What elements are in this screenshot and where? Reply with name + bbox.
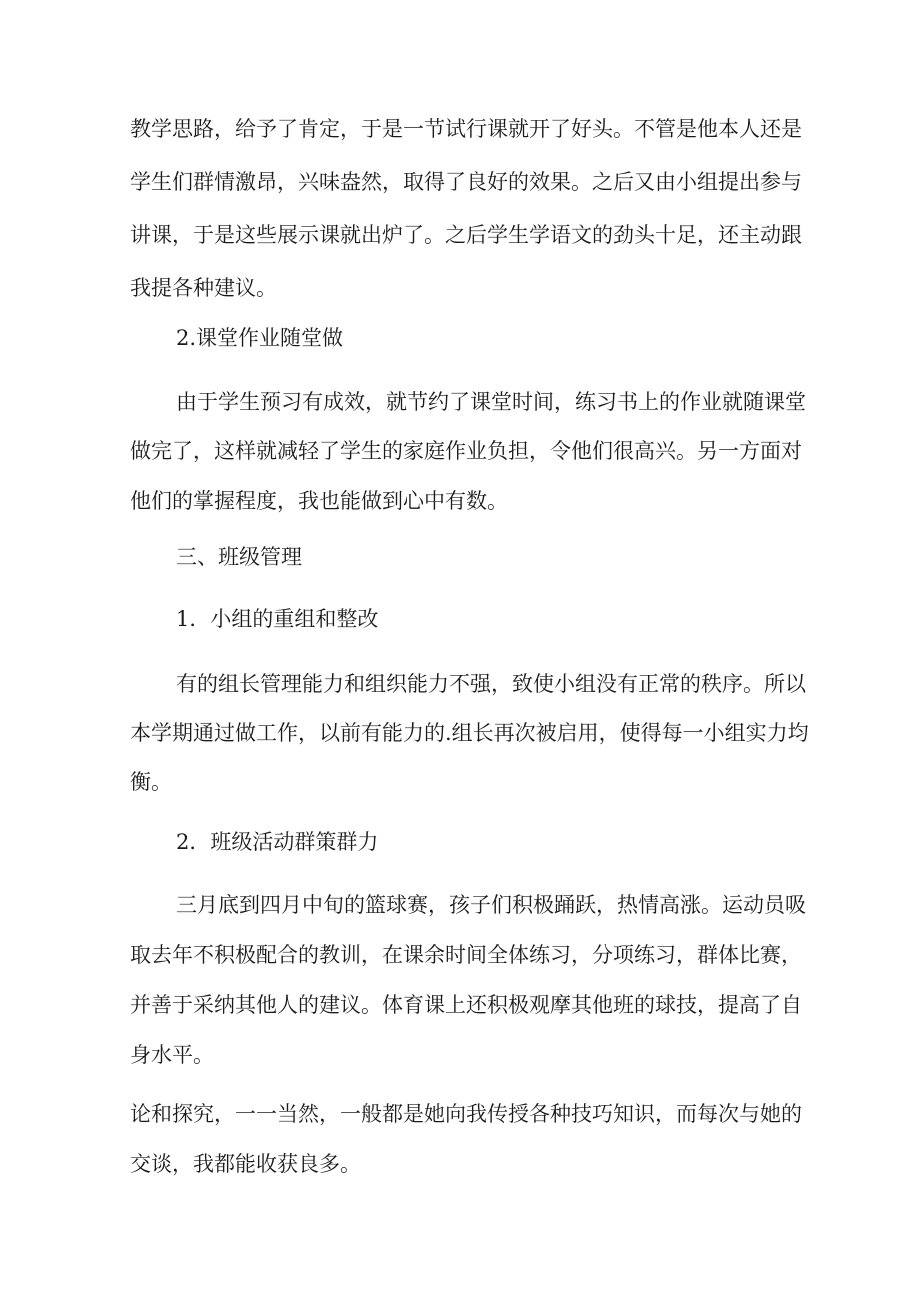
paragraph-line: 论和探究，一一当然，一般都是她向我传授各种技巧知识，而每次与她的 (130, 1102, 802, 1126)
section-heading: 1．小组的重组和整改 (176, 607, 379, 631)
section-heading: 三、班级管理 (176, 545, 302, 569)
paragraph-line: 并善于采纳其他人的建议。体育课上还积极观摩其他班的球技，提高了自 (130, 993, 802, 1017)
paragraph-line: 他们的掌握程度，我也能做到心中有数。 (130, 489, 508, 513)
section-heading: 2.课堂作业随堂做 (176, 326, 344, 350)
paragraph-line: 做完了，这样就减轻了学生的家庭作业负担，令他们很高兴。另一方面对 (130, 439, 802, 463)
paragraph-line: 讲课，于是这些展示课就出炉了。之后学生学语文的劲头十足，还主动跟 (130, 223, 802, 247)
section-heading: 2．班级活动群策群力 (176, 830, 379, 854)
paragraph-line: 由于学生预习有成效，就节约了课堂时间，练习书上的作业就随课堂 (176, 390, 806, 414)
paragraph-line: 取去年不积极配合的教训，在课余时间全体练习，分项练习，群体比赛， (130, 943, 802, 967)
paragraph-line: 身水平。 (130, 1043, 214, 1067)
paragraph-line: 交谈，我都能收获良多。 (130, 1152, 361, 1176)
paragraph-line: 我提各种建议。 (130, 276, 277, 300)
paragraph-line: 教学思路，给予了肯定，于是一节试行课就开了好头。不管是他本人还是 (130, 117, 802, 141)
paragraph-line: 学生们群情激昂，兴味盎然，取得了良好的效果。之后又由小组提出参与 (130, 170, 802, 194)
paragraph-line: 本学期通过做工作，以前有能力的.组长再次被启用，使得每一小组实力均 (130, 721, 809, 745)
paragraph-line: 衡。 (130, 770, 172, 794)
paragraph-line: 三月底到四月中旬的篮球赛，孩子们积极踊跃，热情高涨。运动员吸 (176, 893, 806, 917)
paragraph-line: 有的组长管理能力和组织能力不强，致使小组没有正常的秩序。所以 (176, 672, 806, 696)
